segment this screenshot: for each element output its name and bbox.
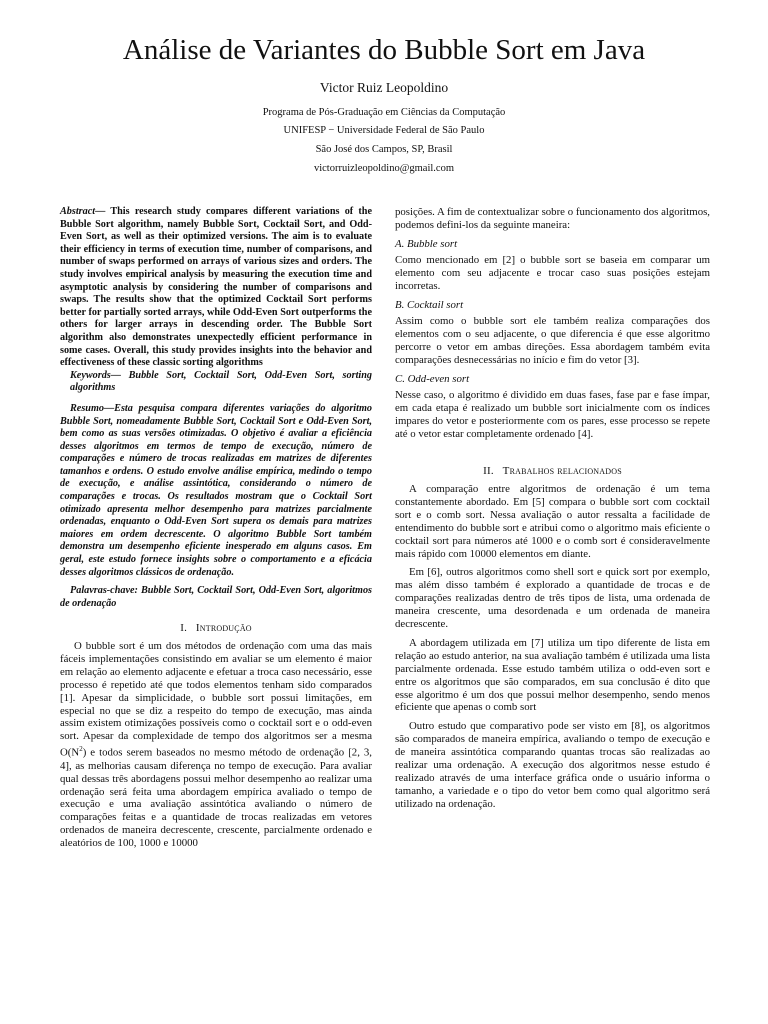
related-paragraph: A abordagem utilizada em [7] utiliza um tipo diferente de lista em relação ao estudo anterior, na sua avaliação também é utilizada uma lista parcialmente ordenada. Esse estudo também utiliza o odd-even sort e entre os algoritmos que são comparados, em sua conclusão é dito que esse algoritmo é um dos que possui melhor desempenho, sendo menos eficiente que apenas o comb sort xyxy=(395,636,710,714)
affiliation-email[interactable]: victorruizleopoldino@gmail.com xyxy=(313,163,454,174)
section-title: Introdução xyxy=(195,622,252,635)
related-paragraph: Em [6], outros algoritmos como shell sort e quick sort por exemplo, mas além disso também é explorado a quantidade de trocas e de comparações realizadas dentro de três tipos de lista, uma ordenada de maneira crescente, uma desordenada e um ordenada de maneira decrescente. xyxy=(395,566,710,631)
subsection-text-bubble: Como mencionado em [2] o bubble sort se baseia em comparar um elemento com seu adjacente e trocar caso suas posições estejam incorretas. xyxy=(395,254,710,292)
affiliation-program: Programa de Pós-Graduação em Ciências da Computação xyxy=(262,107,506,118)
author-name: Victor Ruiz Leopoldino xyxy=(319,80,449,95)
subsection-title-cocktail: B. Cocktail sort xyxy=(395,298,464,311)
affiliation-location: São José dos Campos, SP, Brasil xyxy=(315,144,453,155)
subsection-title-oddeven: C. Odd-even sort xyxy=(395,372,470,385)
abstract-label: Abstract xyxy=(60,206,96,217)
section-heading-trabalhos xyxy=(395,465,710,478)
affiliation-university: UNIFESP − Universidade Federal de São Paulo xyxy=(283,125,485,136)
section-number: I. xyxy=(180,622,188,635)
section-heading-introducao xyxy=(60,622,372,635)
intro-paragraph xyxy=(60,640,372,850)
intro-text-b: ) e todos serem baseados no mesmo método de ordenação [2, 3, 4], as melhorias causam diferença no tempo de execução. Para avaliar qual dessas três abordagens possui melhor desempenho ao realizar uma ordenação será feita uma abordagem empírica avaliado o tempo de execução e uma avaliação assintótica avaliando o número de comparações feitas e a quantidade de trocas realizadas em vetores ordenados de maneira decrescente, crescente, parcialmente ordenado e aleatórios de 100, 1000 e 10000 xyxy=(60,746,372,850)
palavras-chave: Palavras-chave: Bubble Sort, Cocktail Sort, Odd-Even Sort, algoritmos de ordenação xyxy=(60,585,372,609)
section-title: Trabalhos relacionados xyxy=(502,464,622,477)
related-paragraph: Outro estudo que comparativo pode ser visto em [8], os algoritmos são comparados de maneira empírica, avaliando o tempo de execução e de maneira assintótica comparando quantas trocas são realizadas ao realizar uma ordenação. A execução dos algoritmos nesse estudo é realizado através de uma interface gráfica onde o usuário informa o tamanho, a variedade e o tipo do vetor bem como qual algoritmo será utilizado na ordenação. xyxy=(395,720,710,810)
resumo: Resumo—Esta pesquisa compara diferentes variações do algoritmo Bubble Sort, nomeadamente Bubble Sort, Cocktail Sort e Odd-Even Sort, bem como as suas versões otimizadas. O objetivo é avaliar a eficiência desses algoritmos em termos de tempo de execução, número de comparações e número de trocas realizadas em matrizes de diferentes tamanhos e ordens. O estudo envolve análise empírica, medindo o tempo de execução, e análise assintótica, considerando o número de comparações e trocas. Os resultados mostram que o Cocktail Sort otimizado apresenta melhor desempenho para matrizes parcialmente ordenadas, enquanto o Odd-Even Sort supera os demais para matrizes maiores em ordem decrescente. O algoritmo Bubble Sort também demonstra um desempenho eficiente inesperado em alguns casos. Em geral, este estudo fornece insights sobre o comportamento e a eficácia desses algoritmos clássicos de ordenação. xyxy=(60,402,372,578)
subsection-text-oddeven: Nesse caso, o algoritmo é dividido em duas fases, fase par e fase ímpar, em cada etapa é realizado um bubble sort inicialmente com os índices impares do vetor e posteriormente com os pares, esse processo se repete até o vetor estar completamente ordenado [4]. xyxy=(395,389,710,440)
abstract xyxy=(60,206,372,370)
related-paragraph: A comparação entre algoritmos de ordenação é um tema constantemente abordado. Em [5] compara o bubble sort com cocktail sort e o comb sort. Nessa avaliação o autor ressalta a facilidade de entendimento do bubble sort e atribui como o algoritmo mais eficiente o cocktail sort para números até 1000 e o comb sort é consideravelmente mais rápido com 10000 elementos em diante. xyxy=(395,482,710,560)
right-column xyxy=(395,206,710,817)
subsection-title-bubble: A. Bubble sort xyxy=(395,237,458,250)
intro-continuation: posições. A fim de contextualizar sobre o funcionamento dos algoritmos, podemos defini-los da seguinte maneira: xyxy=(395,206,710,231)
left-column xyxy=(60,206,372,850)
page-title: Análise de Variantes do Bubble Sort em Java xyxy=(122,34,646,66)
abstract-dash: — xyxy=(95,206,106,217)
section-number: II. xyxy=(483,464,494,477)
intro-superscript: 2 xyxy=(79,745,83,754)
subsection-text-cocktail: Assim como o bubble sort ele também realiza comparações dos elementos com o seu adjacente, o que diferencia é que esse algoritmo percorre o vetor em ambas direções. Essa abordagem também evita comparações desnecessárias no início e fim do vetor [3]. xyxy=(395,315,710,366)
keywords: Keywords— Bubble Sort, Cocktail Sort, Odd-Even Sort, sorting algorithms xyxy=(70,369,372,394)
abstract-text: This research study compares different variations of the Bubble Sort algorithm, namely Bubble Sort, Cocktail Sort, and Odd-Even Sort, as well as their optimized versions. The aim is to evaluate their efficiency in terms of execution time, number of comparisons, and number of swaps performed on arrays of various sizes and orders. The study involves empirical analysis by measuring the execution time and asymptotic analysis by considering the number of comparisons and swaps. The results show that the optimized Cocktail Sort performs better for partially sorted arrays, while Odd-Even Sort outperforms the others for larger arrays in descending order. The Bubble Sort algorithm also demonstrates unexpectedly efficient performance in some cases. Overall, this study provides insights into the behavior and effectiveness of these classic sorting algorithms xyxy=(60,206,372,369)
intro-text-a: O bubble sort é um dos métodos de ordenação com uma das mais fáceis implementações consistindo em avaliar se um elemento é maior em relação ao elemento adjacente e efetuar a troca caso necessário, esse processo é repetido até que todos elementos tenham sido comparados [1]. Apesar da simplicidade, o bubble sort possui limitações, em especial no que se diz a respeito do tempo de execução, mas ainda assim existem otimizações possíveis como o cocktail sort e o odd-even sort. Apesar da complexidade de tempo dos algoritmos ser a mesma O(N xyxy=(60,640,372,759)
